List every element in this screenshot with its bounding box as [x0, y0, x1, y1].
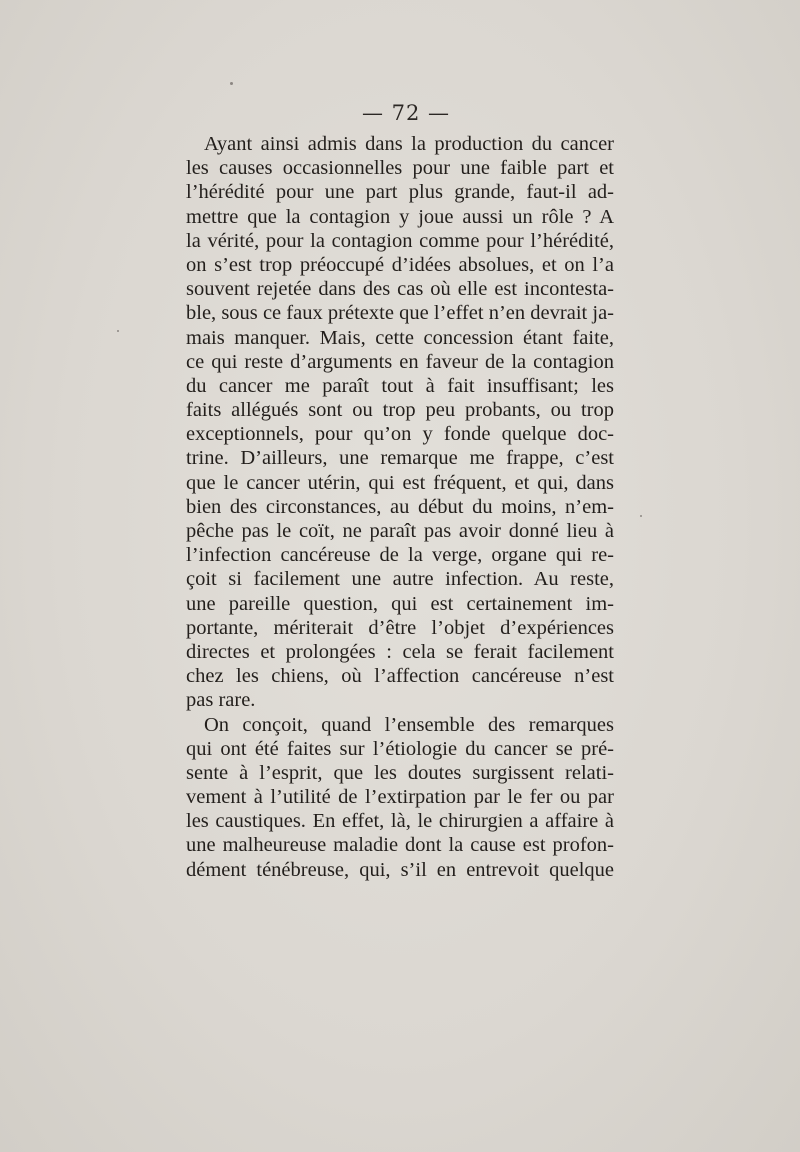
- text-line: les caustiques. En effet, là, le chirurgien a affaire à: [186, 810, 614, 833]
- ink-speck: [117, 330, 119, 332]
- text-line: chez les chiens, où l’affection cancéreuse n’est: [186, 665, 614, 688]
- text-line: mais manquer. Mais, cette concession étant faite,: [186, 326, 614, 349]
- ink-speck: [640, 515, 642, 517]
- text-line: pêche pas le coït, ne paraît pas avoir donné lieu à: [186, 520, 614, 542]
- text-line: on s’est trop préoccupé d’idées absolues, et on l’a: [186, 253, 614, 276]
- text-line: sente à l’esprit, que les doutes surgissent relati-: [186, 761, 614, 784]
- text-line: du cancer me paraît tout à fait insuffisant; les: [186, 374, 614, 397]
- text-line: vement à l’utilité de l’extirpation par le fer ou par: [186, 786, 614, 809]
- text-line: ble, sous ce faux prétexte que l’effet n’en devrait ja-: [186, 302, 614, 325]
- text-line: les causes occasionnelles pour une faible part et: [186, 157, 614, 180]
- text-line: ce qui reste d’arguments en faveur de la contagion: [186, 350, 614, 373]
- text-line: une pareille question, qui est certainement im-: [186, 592, 614, 615]
- ink-speck: [230, 82, 233, 85]
- page-number: — 72 —: [361, 101, 451, 125]
- text-line: pas rare.: [186, 689, 256, 712]
- text-line: dément ténébreuse, qui, s’il en entrevoit quelque: [186, 858, 614, 881]
- text-line: mettre que la contagion y joue aussi un rôle ? A: [186, 205, 614, 228]
- text-line: On conçoit, quand l’ensemble des remarques: [204, 713, 614, 736]
- text-line: directes et prolongées : cela se ferait facilement: [186, 640, 614, 663]
- text-line: çoit si facilement une autre infection. Au reste,: [186, 568, 614, 591]
- paragraph: [186, 132, 614, 713]
- paragraph: [186, 713, 614, 882]
- text-line: portante, mériterait d’être l’objet d’expériences: [186, 616, 614, 639]
- text-line: souvent rejetée dans des cas où elle est incontesta-: [186, 278, 614, 301]
- text-line: exceptionnels, pour qu’on y fonde quelque doc-: [186, 423, 614, 446]
- text-line: une malheureuse maladie dont la cause est profon-: [186, 834, 614, 857]
- body-text: [186, 132, 614, 882]
- text-line: faits allégués sont ou trop peu probants, ou trop: [186, 399, 614, 422]
- text-line: bien des circonstances, au début du moins, n’em-: [186, 495, 614, 518]
- text-line: que le cancer utérin, qui est fréquent, et qui, dans: [186, 471, 614, 494]
- text-line: la vérité, pour la contagion comme pour l’hérédité,: [186, 229, 614, 252]
- text-line: l’infection cancéreuse de la verge, organe qui re-: [186, 544, 614, 567]
- text-line: l’hérédité pour une part plus grande, faut-il ad-: [186, 181, 614, 204]
- text-line: Ayant ainsi admis dans la production du cancer: [204, 133, 614, 155]
- text-line: trine. D’ailleurs, une remarque me frappe, c’est: [186, 447, 614, 470]
- text-line: qui ont été faites sur l’étiologie du cancer se pré-: [186, 737, 614, 760]
